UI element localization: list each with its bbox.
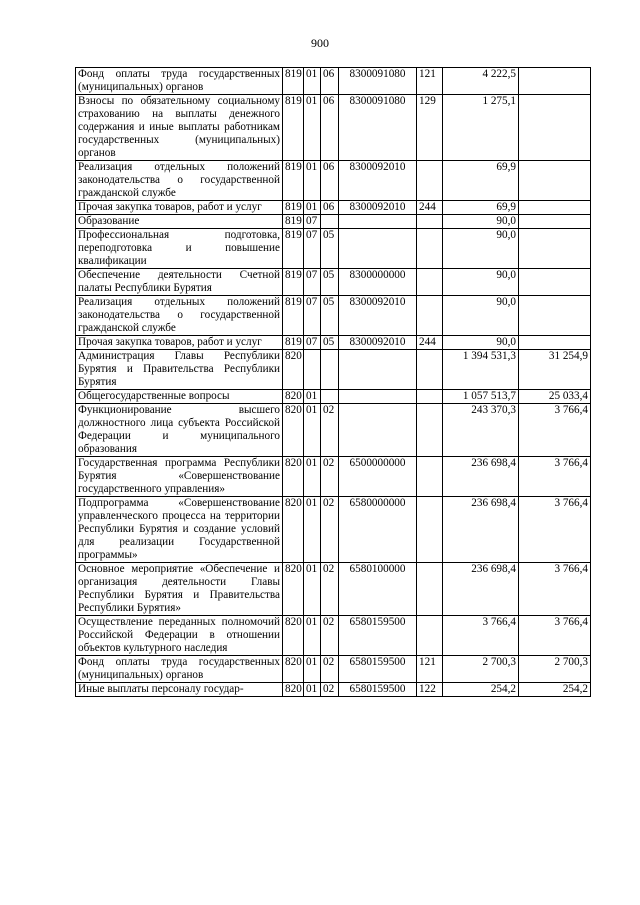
federal-amount-cell: 31 254,9 (519, 350, 591, 390)
expense-type-cell: 121 (417, 656, 443, 683)
row-name-cell: Общегосударственные вопросы (76, 390, 283, 404)
grbs-code-cell: 820 (283, 683, 304, 697)
federal-amount-cell (519, 68, 591, 95)
row-name-cell: Обеспечение деятельности Счетной палаты Республики Бурятия (76, 269, 283, 296)
section-code-cell: 07 (304, 336, 321, 350)
federal-amount-cell (519, 229, 591, 269)
amount-cell: 1 394 531,3 (443, 350, 519, 390)
row-name-cell: Функционирование высшего должностного лица субъекта Российской Федерации и муниципального образования (76, 404, 283, 457)
row-name-cell: Иные выплаты персоналу государ- (76, 683, 283, 697)
table-row (76, 563, 591, 616)
table-row (76, 656, 591, 683)
section-code-cell: 07 (304, 296, 321, 336)
federal-amount-cell (519, 201, 591, 215)
grbs-code-cell: 819 (283, 68, 304, 95)
row-name-cell: Фонд оплаты труда государственных (муниципальных) органов (76, 656, 283, 683)
target-article-cell: 8300091080 (339, 68, 417, 95)
section-code-cell: 01 (304, 497, 321, 563)
federal-amount-cell (519, 161, 591, 201)
amount-cell: 90,0 (443, 215, 519, 229)
budget-table (75, 67, 591, 697)
grbs-code-cell: 819 (283, 95, 304, 161)
grbs-code-cell: 819 (283, 201, 304, 215)
table-row (76, 390, 591, 404)
expense-type-cell (417, 563, 443, 616)
grbs-code-cell: 820 (283, 404, 304, 457)
row-name-cell: Реализация отдельных положений законодательства о государственной гражданской службе (76, 161, 283, 201)
section-code-cell: 01 (304, 563, 321, 616)
row-name-cell: Осуществление переданных полномочий Российской Федерации в отношении объектов культурного наследия (76, 616, 283, 656)
section-code-cell: 07 (304, 269, 321, 296)
section-code-cell: 01 (304, 68, 321, 95)
table-row (76, 683, 591, 697)
grbs-code-cell: 820 (283, 563, 304, 616)
section-code-cell: 01 (304, 457, 321, 497)
row-name-cell: Администрация Главы Республики Бурятия и Правительства Республики Бурятия (76, 350, 283, 390)
target-article-cell: 6580000000 (339, 497, 417, 563)
subsection-code-cell: 06 (321, 161, 339, 201)
federal-amount-cell: 3 766,4 (519, 497, 591, 563)
expense-type-cell: 122 (417, 683, 443, 697)
federal-amount-cell: 25 033,4 (519, 390, 591, 404)
subsection-code-cell: 02 (321, 457, 339, 497)
section-code-cell: 07 (304, 229, 321, 269)
amount-cell: 1 057 513,7 (443, 390, 519, 404)
amount-cell: 90,0 (443, 269, 519, 296)
table-row (76, 296, 591, 336)
target-article-cell: 6580100000 (339, 563, 417, 616)
subsection-code-cell: 06 (321, 95, 339, 161)
amount-cell: 90,0 (443, 229, 519, 269)
amount-cell: 4 222,5 (443, 68, 519, 95)
expense-type-cell (417, 215, 443, 229)
amount-cell: 3 766,4 (443, 616, 519, 656)
federal-amount-cell (519, 95, 591, 161)
target-article-cell (339, 390, 417, 404)
subsection-code-cell: 02 (321, 656, 339, 683)
target-article-cell: 6580159500 (339, 616, 417, 656)
table-row (76, 161, 591, 201)
target-article-cell: 8300092010 (339, 161, 417, 201)
amount-cell: 236 698,4 (443, 563, 519, 616)
expense-type-cell (417, 457, 443, 497)
expense-type-cell: 121 (417, 68, 443, 95)
page-number: 900 (311, 36, 329, 50)
amount-cell: 69,9 (443, 161, 519, 201)
target-article-cell: 6580159500 (339, 683, 417, 697)
grbs-code-cell: 820 (283, 457, 304, 497)
grbs-code-cell: 820 (283, 390, 304, 404)
subsection-code-cell (321, 215, 339, 229)
amount-cell: 69,9 (443, 201, 519, 215)
amount-cell: 90,0 (443, 336, 519, 350)
table-row (76, 336, 591, 350)
amount-cell: 236 698,4 (443, 497, 519, 563)
subsection-code-cell: 05 (321, 336, 339, 350)
row-name-cell: Прочая закупка товаров, работ и услуг (76, 201, 283, 215)
expense-type-cell (417, 296, 443, 336)
subsection-code-cell: 05 (321, 269, 339, 296)
subsection-code-cell: 05 (321, 296, 339, 336)
federal-amount-cell: 254,2 (519, 683, 591, 697)
grbs-code-cell: 819 (283, 269, 304, 296)
subsection-code-cell: 02 (321, 616, 339, 656)
target-article-cell (339, 229, 417, 269)
subsection-code-cell: 05 (321, 229, 339, 269)
table-row (76, 68, 591, 95)
grbs-code-cell: 820 (283, 350, 304, 390)
section-code-cell: 01 (304, 95, 321, 161)
grbs-code-cell: 819 (283, 296, 304, 336)
table-row (76, 497, 591, 563)
subsection-code-cell: 06 (321, 68, 339, 95)
target-article-cell: 8300092010 (339, 296, 417, 336)
table-row (76, 616, 591, 656)
section-code-cell: 01 (304, 201, 321, 215)
amount-cell: 236 698,4 (443, 457, 519, 497)
expense-type-cell (417, 350, 443, 390)
section-code-cell: 01 (304, 616, 321, 656)
amount-cell: 254,2 (443, 683, 519, 697)
grbs-code-cell: 819 (283, 215, 304, 229)
row-name-cell: Взносы по обязательному социальному страхованию на выплаты денежного содержания и иные выплаты работникам государственных (муниципальных) органов (76, 95, 283, 161)
expense-type-cell (417, 161, 443, 201)
federal-amount-cell (519, 215, 591, 229)
section-code-cell: 01 (304, 390, 321, 404)
section-code-cell: 01 (304, 161, 321, 201)
target-article-cell: 6500000000 (339, 457, 417, 497)
federal-amount-cell: 3 766,4 (519, 404, 591, 457)
subsection-code-cell (321, 390, 339, 404)
expense-type-cell (417, 404, 443, 457)
row-name-cell: Профессиональная подготовка, переподготовка и повышение квалификации (76, 229, 283, 269)
section-code-cell (304, 350, 321, 390)
federal-amount-cell (519, 296, 591, 336)
target-article-cell (339, 215, 417, 229)
grbs-code-cell: 820 (283, 656, 304, 683)
table-body (76, 68, 591, 697)
target-article-cell: 6580159500 (339, 656, 417, 683)
subsection-code-cell: 02 (321, 497, 339, 563)
target-article-cell: 8300091080 (339, 95, 417, 161)
table-row (76, 201, 591, 215)
section-code-cell: 07 (304, 215, 321, 229)
table-row (76, 229, 591, 269)
row-name-cell: Образование (76, 215, 283, 229)
row-name-cell: Реализация отдельных положений законодательства о государственной гражданской службе (76, 296, 283, 336)
amount-cell: 2 700,3 (443, 656, 519, 683)
row-name-cell: Подпрограмма «Совершенствование управленческого процесса на территории Республики Бурятия и создание условий для реализации Государственной программы» (76, 497, 283, 563)
amount-cell: 243 370,3 (443, 404, 519, 457)
federal-amount-cell (519, 269, 591, 296)
table-row (76, 457, 591, 497)
subsection-code-cell (321, 350, 339, 390)
section-code-cell: 01 (304, 656, 321, 683)
federal-amount-cell: 2 700,3 (519, 656, 591, 683)
expense-type-cell (417, 497, 443, 563)
subsection-code-cell: 02 (321, 683, 339, 697)
expense-type-cell (417, 269, 443, 296)
grbs-code-cell: 819 (283, 161, 304, 201)
grbs-code-cell: 819 (283, 336, 304, 350)
table-row (76, 350, 591, 390)
section-code-cell: 01 (304, 683, 321, 697)
grbs-code-cell: 820 (283, 616, 304, 656)
target-article-cell: 8300092010 (339, 336, 417, 350)
table-row (76, 269, 591, 296)
federal-amount-cell (519, 336, 591, 350)
amount-cell: 90,0 (443, 296, 519, 336)
expense-type-cell: 244 (417, 336, 443, 350)
expense-type-cell (417, 390, 443, 404)
section-code-cell: 01 (304, 404, 321, 457)
subsection-code-cell: 02 (321, 563, 339, 616)
table-row (76, 215, 591, 229)
target-article-cell (339, 350, 417, 390)
table-row (76, 95, 591, 161)
subsection-code-cell: 02 (321, 404, 339, 457)
amount-cell: 1 275,1 (443, 95, 519, 161)
target-article-cell: 8300000000 (339, 269, 417, 296)
row-name-cell: Прочая закупка товаров, работ и услуг (76, 336, 283, 350)
federal-amount-cell: 3 766,4 (519, 457, 591, 497)
row-name-cell: Фонд оплаты труда государственных (муниципальных) органов (76, 68, 283, 95)
expense-type-cell: 129 (417, 95, 443, 161)
expense-type-cell (417, 616, 443, 656)
subsection-code-cell: 06 (321, 201, 339, 215)
grbs-code-cell: 820 (283, 497, 304, 563)
expense-type-cell (417, 229, 443, 269)
expense-type-cell: 244 (417, 201, 443, 215)
target-article-cell: 8300092010 (339, 201, 417, 215)
target-article-cell (339, 404, 417, 457)
grbs-code-cell: 819 (283, 229, 304, 269)
federal-amount-cell: 3 766,4 (519, 563, 591, 616)
row-name-cell: Основное мероприятие «Обеспечение и организация деятельности Главы Республики Бурятия и Правительства Республики Бурятия» (76, 563, 283, 616)
table-row (76, 404, 591, 457)
federal-amount-cell: 3 766,4 (519, 616, 591, 656)
row-name-cell: Государственная программа Республики Бурятия «Совершенствование государственного управления» (76, 457, 283, 497)
